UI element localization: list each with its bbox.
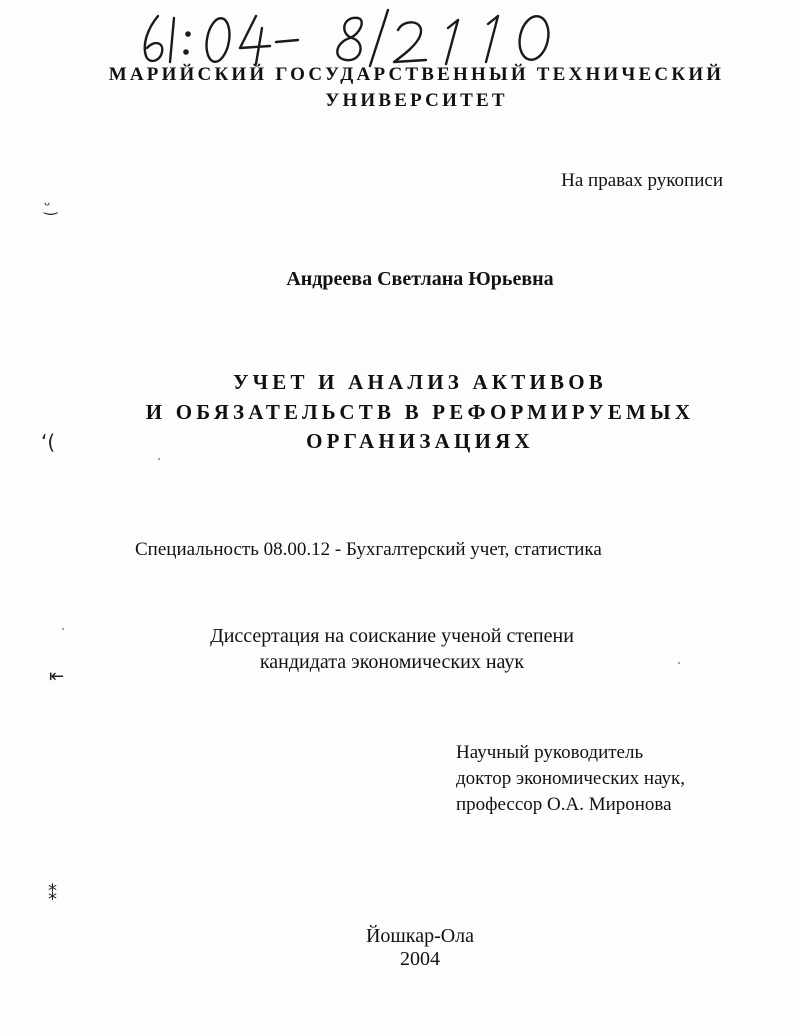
supervisor-name: профессор О.А. Миронова bbox=[456, 794, 672, 815]
university-name-line-2: УНИВЕРСИТЕТ bbox=[325, 90, 508, 111]
scan-mark-icon: ʻ( bbox=[41, 430, 56, 454]
university-name-line-1: МАРИЙСКИЙ ГОСУДАРСТВЕННЫЙ ТЕХНИЧЕСКИЙ bbox=[108, 64, 725, 85]
scan-mark-icon: ᵕ͜ bbox=[44, 196, 51, 215]
supervisor-block bbox=[456, 740, 685, 818]
year: 2004 bbox=[400, 948, 440, 970]
scan-speck bbox=[62, 628, 64, 630]
city: Йошкар-Ола bbox=[365, 925, 475, 947]
degree-line-2: кандидата экономических наук bbox=[259, 651, 525, 673]
handwritten-archive-number bbox=[136, 6, 566, 68]
author-name: Андреева Светлана Юрьевна bbox=[286, 268, 554, 290]
thesis-title-line-2: И ОБЯЗАТЕЛЬСТВ В РЕФОРМИРУЕМЫХ bbox=[145, 400, 695, 424]
supervisor-degree: доктор экономических наук, bbox=[456, 768, 686, 789]
scan-speck bbox=[678, 662, 680, 664]
handwritten-signature-icon bbox=[136, 6, 566, 68]
supervisor-role: Научный руководитель bbox=[456, 742, 644, 763]
thesis-title-line-1: УЧЕТ И АНАЛИЗ АКТИВОВ bbox=[233, 370, 607, 394]
specialty-line: Специальность 08.00.12 - Бухгалтерский учет, статистика bbox=[135, 539, 602, 560]
thesis-title-line-3: ОРГАНИЗАЦИЯХ bbox=[306, 429, 534, 453]
degree-line-1: Диссертация на соискание ученой степени bbox=[210, 625, 574, 647]
scan-speck bbox=[158, 458, 160, 460]
manuscript-rights-note: На правах рукописи bbox=[561, 170, 723, 191]
scan-mark-icon: ⁑ bbox=[48, 884, 57, 905]
scan-mark-icon: ⇤ bbox=[49, 666, 65, 687]
